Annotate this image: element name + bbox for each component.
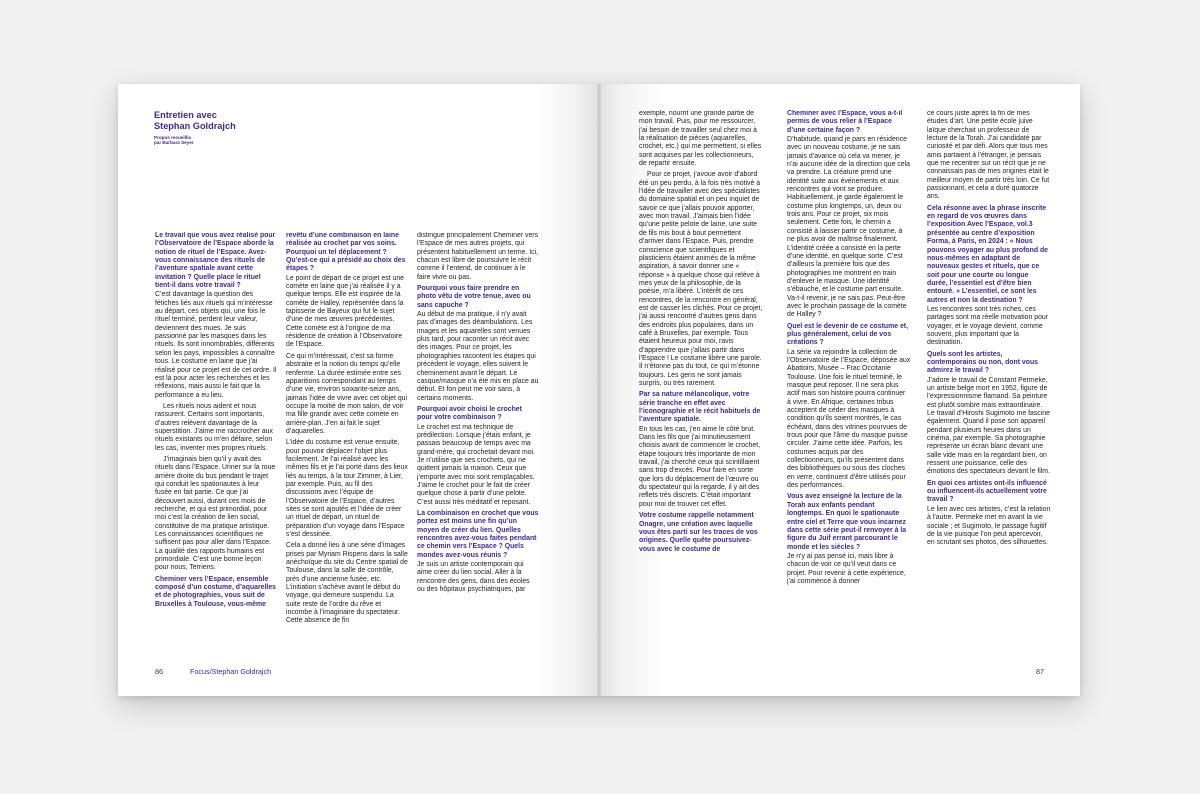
interview-question: Quel est le devenir de ce costume et, plus généralement, celui de vos créations ?	[787, 322, 909, 347]
interview-question: Cheminer vers l’Espace, ensemble composé d’un costume, d’aquarelles et de photographies, vous suit de Bruxelles à Toulouse, vous-même	[155, 575, 277, 608]
answer-paragraph: La série va rejoindre la collection de l’Observatoire de l’Espace, déposée aux Abattoirs, Musée – Frac Occitanie Toulouse. Une fois le rituel terminé, le masque peut reposer. Il ne sera plus actif mais son histoire pourra continuer à vivre. En Afrique, certaines tribus acceptent de céder des masques à condition qu’ils soient montrés, le cas échéant, dans des vitrines pourvues de trous pour que l’âme du masque puisse circuler. J’aime cette idée. Parfois, les costumes acquis par des collectionneurs, qu’ils présentent dans des bibliothèques ou sous des cloches en verre, continuent d’être utilisés pour des performances.	[787, 348, 911, 490]
page-number-right: 87	[1036, 667, 1044, 676]
magazine-spread	[118, 84, 1080, 696]
answer-paragraph: Ce qui m’intéressait, c’est sa forme abstraite et la notion du temps qu’elle renferme. La durée estimée entre ses apparitions correspondant au temps d’une vie, environ soixante-seize ans, jaimais l’idée de vivre avec cet objet qui occupe la moitié de mon salon, de voir ma fille grandir avec cette comète en arrière-plan. J’en ai fait le sujet d’aquarelles.	[286, 352, 408, 435]
interview-question: Quels sont les artistes, contemporains ou non, dont vous admirez le travail ?	[927, 350, 1039, 375]
answer-paragraph: Pour ce projet, j’avoue avoir d’abord été un peu perdu, à la fois très motivé à l’idée de travailler avec des spécialistes du domaine spatial et un peu inquiet de savoir ce que j’allais pouvoir apporter, avec mon travail. J’aimais bien l’idée qu’une petite pelote de laine, une suite de fils mis bout à bout permettent d’arriver dans l’Espace. Puis, prendre conscience que scientifiques et plasticiens étaient animés de la même aspiration, à savoir donner une « réponse » à quelque chose qui relève à mes yeux de la philosophie, de la poésie, m’a libéré. L’intérêt de ces rencontres, de la rencontre en général, est de casser les clichés. Pour ce projet, j’ai aussi rencontré d’autres gens dans des endroits plus populaires, dans un café à Bruxelles, par exemple. Tous étaient heureux pour moi, ravis d’apprendre que j’allais partir dans l’Espace ! Le costume libère une parole. Il n’étonne pas du tout, ce qui m’étonne toujours. Les gens ne sont jamais surpris, ou très rarement.	[639, 171, 763, 387]
text-column-1	[155, 232, 277, 652]
answer-paragraph: Le lien avec ces artistes, c’est la relation à l’autre. Permeke met en avant la vie sociale ; et Sugimoto, le passage fugitif de la vie puisque l’on peut apercevoir, en scrutant ses photos, des silhouettes.	[927, 505, 1051, 547]
answer-paragraph: L’idée du costume est venue ensuite, pour pouvoir déplacer l’objet plus facilement. Je l’ai réalisé avec les mêmes fils et je l’ai porté dans des lieux liés au temps, à la tour Zimmer, à Lier, par exemple. Puis, au fil des discussions avec l’équipe de l’Observatoire de l’Espace, d’autres sites se sont ajoutés et l’idée de créer un rituel de départ, un rituel de préparation d’un voyage dans l’Espace s’est dessinée.	[286, 439, 408, 539]
title-line-2: Stephan Goldrajch	[154, 120, 236, 131]
answer-paragraph: Les rituels nous aident et nous rassurent. Certains sont importants, d’autres relèvent davantage de la superstition. J’aime me raccrocher aux rituels existants ou m’en défaire, selon les cas, inventer mes propres rituels.	[155, 402, 273, 452]
interview-question: La combinaison en crochet que vous portez est moins une fin qu’un moyen de créer du lien. Quelles rencontres avez-vous faites pendant ce chemin vers l’Espace ? Quels mondes avez-vous réunis ?	[417, 510, 539, 559]
interview-question: Cela résonne avec la phrase inscrite en regard de vos œuvres dans l’exposition Avec l’Espace, vol.3 présentée au centre d’exposition Forma, à Paris, en 2024 : « Nous pouvons voyager au plus profond de nous-mêmes en adaptant de nouveaux gestes et rituels, que ce soit pour une courte ou longue durée, l’essentiel est d’être bien entouré. » L’essentiel, ce sont les autres et non la destination ?	[927, 204, 1048, 304]
text-column-3	[417, 232, 539, 652]
answer-paragraph: D’habitude, quand je pars en résidence avec un nouveau costume, je ne sais jamais d’avance où cela va mener, je n’ai aucune idée de la direction que cela va prendre. La créature prend une identité suite aux événements et aux rencontres qui vont se produire. Habituellement, je garde également le costume plus longtemps, un, deux ou trois ans. Pour ce projet, six mois seulement. Cette fois, le chemin a consisté à laisser partir ce costume, à ne plus avoir de maîtrise finalement. L’identité créée a consisté en la perte d’une identité, en quelque sorte. C’est d’ailleurs la première fois que des photographies me montrent en train d’enlever le masque. Une identité s’ébauche, et le costume part ensuite. Va-t-il revenir, je ne sais pas. Peut-être avec le prochain passage de la comète de Halley ?	[787, 136, 910, 319]
interview-question: Cheminer avec l’Espace, vous a-t-il permis de vous relier à l’Espace d’une certaine façon ?	[787, 110, 903, 134]
text-column-6	[927, 110, 1051, 652]
answer-paragraph: Au début de ma pratique, il n’y avait pas d’images des déambulations. Les images et les aquarelles sont venues plus tard, pour raconter un récit avec des images. Pour ce projet, les photographies racontent les étapes qui précèdent le voyage, elles suivent le cheminement avant le départ. Le casque/masque n’a été mis en place au début. Et fon peut me voir sans, à certains moments.	[417, 311, 539, 402]
interview-question: En quoi ces artistes ont-ils influencé ou influencent-ils actuellement votre travail ?	[927, 479, 1047, 504]
byline-line-2: par Barbara Seyer	[154, 140, 194, 146]
text-column-4	[639, 110, 763, 652]
answer-paragraph: J’adore le travail de Constant Permeke, un artiste belge mort en 1952, figure de l’expressionnisme flamand. Sa peinture est plutôt sombre mais extraordinaire. Le travail d’Hiroshi Sugimoto me fascine également. Quand il pose son appareil pendant plusieurs heures dans un cinéma, par exemple. Sa photographie représente un écran blanc devant une salle vide mais en la regardant bien, on ressent une puissance, celle des émotions des spectateurs devant le film.	[927, 376, 1050, 476]
answer-paragraph: J’imaginais bien qu’il y avait des rituels dans l’Espace. Uriner sur la roue arrière droite du bus pendant le trajet qui conduit les spationautes à leur fusée en fait partie. Ce que j’ai découvert aussi, durant ces mois de recherche, et qui est primordial, pour moi c’est la création de lien social, constitutive de ma pratique artistique. Les connaissances scientifiques ne suffisent pas pour aller dans l’Espace. La qualité des rapports humains est primordiale. C’est une bonne leçon pour nous, Terriens.	[155, 455, 276, 572]
answer-paragraph: Les rencontres sont très riches, ces partages sont ma réelle motivation pour voyager, et le voyage devient, comme souvent, plus important que la destination.	[927, 305, 1049, 347]
answer-paragraph: exemple, nourrit une grande partie de mon travail. Puis, pour me ressourcer, j’ai besoin de travailler seul chez moi à la réalisation de pièces (aquarelles, crochet, etc.) qui me permettent, si elles sont acquises par les collectionneurs, de repartir ensuite.	[639, 110, 762, 168]
interview-question: Pourquoi vous faire prendre en photo vêtu de votre tenue, avec ou sans capuche ?	[417, 285, 531, 309]
page-number-left: 86	[155, 667, 163, 676]
interview-question: Votre costume rappelle notamment Onagre, une création avec laquelle vous êtes parti sur les traces de vos origines. Quelle quête poursuivez-vous avec le costume de	[639, 512, 758, 553]
text-column-2	[286, 232, 408, 652]
answer-paragraph: Je n’y ai pas pensé ici, mais libre à chacun de voir ce qu’il veut dans ce projet. Pour revenir à cette expérience, j’ai commencé à donner	[787, 552, 906, 585]
answer-paragraph: Le point de départ de ce projet est une comète en laine que j’ai réalisée il y a quelque temps. Elle est inspirée de la comète de Halley, représentée dans la tapisserie de Bayeux qui fut le sujet d’une de mes œuvres précédentes. Cette comète est à l’origine de ma résidence de création à l’Observatoire de l’Espace.	[286, 274, 404, 349]
title-line-1: Entretien avec	[154, 110, 217, 120]
byline	[154, 135, 274, 146]
answer-paragraph: Le crochet est ma technique de prédilection. Lorsque j’étais enfant, je passais beaucoup de temps avec ma grand-mère, qui crochetait devant moi. Je n’utilise que ses crochets, qui ne quittent jamais la maison. Ceux que j’emporte avec moi sont remplaçables. J’aime le crochet pour le fait de créer quelque chose à partir d’une pelote. C’est aussi très méditatif et reposant.	[417, 423, 535, 506]
answer-paragraph: En tous les cas, j’en aime le côté brut. Dans les fils que j’ai minutieusement choisis avant de commencer le crochet, étape toujours très importante de mon travail, j’ai cherché ceux qui scintillaient sans trop d’excès. Pour faire en sorte que lors du déplacement de l’œuvre ou du spectateur qui la regarde, il y ait des reflets très discrets. C’était important pour moi de trouver cet effet.	[639, 425, 761, 508]
interview-question: revêtu d’une combinaison en laine réalisée au crochet par vos soins. Pourquoi un tel déplacement ? Qu’est-ce qui a présidé au choix des étapes ?	[286, 232, 406, 273]
article-title	[154, 110, 294, 131]
byline-line-1: Propos recueillis	[154, 135, 192, 140]
left-page	[118, 84, 599, 696]
answer-paragraph: ce cours juste après la fin de mes études d’art. Une petite école juive laïque cherchait un professeur de lecture de la Torah. J’ai candidaté par curiosité et par défi. Alors que tous mes amis partaient à l’étranger, je pensais que me recentrer sur un récit que je ne connaissais pas de mes origines était le meilleur moyen de partir très loin. Ce fut passionnant, et cela a duré quatorze ans.	[927, 110, 1050, 201]
right-page	[599, 84, 1080, 696]
answer-paragraph: distingue principalement Cheminer vers l’Espace de mes autres projets, qui présentent habituellement un terme. Ici, chacun est libre de poursuivre le récit comme il l’entend, de continuer à le faire vivre ou pas.	[417, 232, 539, 281]
text-column-5	[787, 110, 911, 652]
interview-question: Vous avez enseigné la lecture de la Torah aux enfants pendant longtemps. En quoi le spationaute entre ciel et Terre que vous incarnez dans cette série peut-il renvoyer à la figure du Juif errant parcourant le monde et les siècles ?	[787, 493, 907, 551]
answer-paragraph: Cela a donné lieu à une série d’images prises par Myriam Rispens dans la salle anéchoïque du site du Centre spatial de Toulouse, dans la salle de contrôle, près d’une ancienne fusée, etc. L’initiation s’achève avant le début du voyage, qui demeure suspendu. La suite reste de l’ordre du rêve et incombe à l’imaginaire du spectateur. Cette absence de fin	[286, 542, 408, 625]
interview-question: Le travail que vous avez réalisé pour l’Observatoire de l’Espace aborde la notion de rituel de l’Espace. Avez-vous connaissance des rituels de l’aventure spatiale avant cette invitation ? Quelle place le rituel tient-il dans votre travail ?	[155, 232, 276, 290]
answer-paragraph: Je suis un artiste contemporain qui aime créer du lien social. Aller à la rencontre des gens, dans des écoles ou des hôpitaux psychiatriques, par	[417, 561, 530, 594]
spine-shadow	[596, 84, 602, 696]
answer-paragraph: C’est davantage la question des fétiches liés aux rituels qui m’intéresse au départ, ces objets qui, une fois le rituel terminé, perdent leur valeur, deviennent des mues. Je suis passionné par les masques dans les rituels. Ils sont innombrables, différents selon les pays, impossibles à connaître tous. Le costume en laine que j’ai réalisé pour ce projet est de cet ordre. Il est là pour acter les recherches et les réflexions, mais aussi le fait que la performance a eu lieu.	[155, 291, 277, 399]
interview-question: Pourquoi avoir choisi le crochet pour votre combinaison ?	[417, 405, 522, 422]
running-footer: Focus/Stephan Goldrajch	[190, 667, 272, 676]
interview-question: Par sa nature mélancolique, votre série tranche en effet avec l’iconographie et le récit habituels de l’aventure spatiale.	[639, 391, 761, 424]
